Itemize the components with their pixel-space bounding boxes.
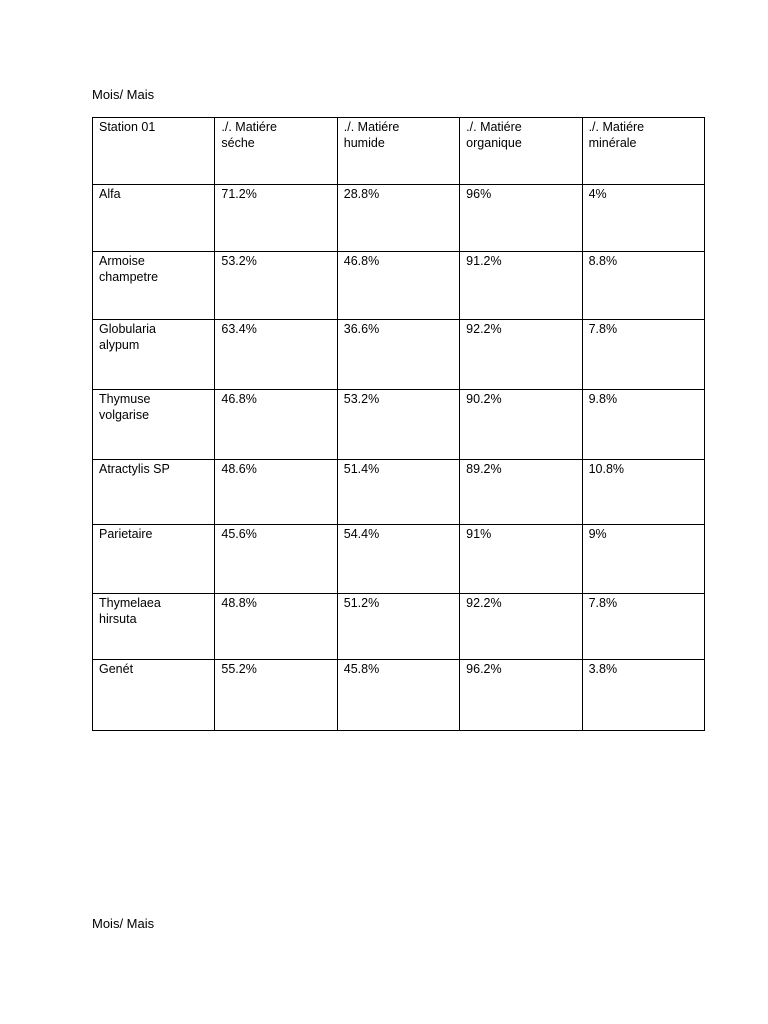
table-row — [93, 185, 705, 252]
header-station: Station 01 — [93, 118, 215, 185]
wet-matter-cell: 51.4% — [337, 460, 459, 525]
header-organic-matter: ./. Matiére organique — [460, 118, 582, 185]
wet-matter-cell: 45.8% — [337, 660, 459, 731]
mineral-matter-cell: 9.8% — [582, 390, 704, 460]
dry-matter-cell: 46.8% — [215, 390, 337, 460]
plant-name-cell: Parietaire — [93, 525, 215, 594]
table-row — [93, 525, 705, 594]
organic-matter-cell: 89.2% — [460, 460, 582, 525]
page-heading-top: Mois/ Mais — [92, 87, 155, 102]
table-header-row — [93, 118, 705, 185]
dry-matter-cell: 48.8% — [215, 594, 337, 660]
wet-matter-cell: 51.2% — [337, 594, 459, 660]
wet-matter-cell: 54.4% — [337, 525, 459, 594]
table-row — [93, 390, 705, 460]
mineral-matter-cell: 9% — [582, 525, 704, 594]
plant-name-cell: Alfa — [93, 185, 215, 252]
organic-matter-cell: 91% — [460, 525, 582, 594]
table-row — [93, 252, 705, 320]
mineral-matter-cell: 10.8% — [582, 460, 704, 525]
organic-matter-cell: 92.2% — [460, 320, 582, 390]
mineral-matter-cell: 4% — [582, 185, 704, 252]
organic-matter-cell: 96.2% — [460, 660, 582, 731]
mineral-matter-cell: 8.8% — [582, 252, 704, 320]
table-row — [93, 594, 705, 660]
plant-name-cell: Thymelaea hirsuta — [93, 594, 215, 660]
dry-matter-cell: 48.6% — [215, 460, 337, 525]
page-heading-bottom: Mois/ Mais — [92, 916, 155, 931]
plant-name-cell: Armoise champetre — [93, 252, 215, 320]
plant-name-cell: Thymuse volgarise — [93, 390, 215, 460]
dry-matter-cell: 45.6% — [215, 525, 337, 594]
plant-name-cell: Atractylis SP — [93, 460, 215, 525]
header-mineral-matter: ./. Matiére minérale — [582, 118, 704, 185]
wet-matter-cell: 28.8% — [337, 185, 459, 252]
header-dry-matter: ./. Matiére séche — [215, 118, 337, 185]
wet-matter-cell: 36.6% — [337, 320, 459, 390]
table-row — [93, 660, 705, 731]
mineral-matter-cell: 7.8% — [582, 594, 704, 660]
dry-matter-cell: 63.4% — [215, 320, 337, 390]
plant-name-cell: Genét — [93, 660, 215, 731]
organic-matter-cell: 92.2% — [460, 594, 582, 660]
mineral-matter-cell: 3.8% — [582, 660, 704, 731]
mineral-matter-cell: 7.8% — [582, 320, 704, 390]
dry-matter-cell: 71.2% — [215, 185, 337, 252]
dry-matter-cell: 53.2% — [215, 252, 337, 320]
plant-name-cell: Globularia alypum — [93, 320, 215, 390]
header-wet-matter: ./. Matiére humide — [337, 118, 459, 185]
dry-matter-cell: 55.2% — [215, 660, 337, 731]
organic-matter-cell: 91.2% — [460, 252, 582, 320]
table-row — [93, 320, 705, 390]
wet-matter-cell: 46.8% — [337, 252, 459, 320]
data-table — [92, 117, 705, 731]
wet-matter-cell: 53.2% — [337, 390, 459, 460]
table-row — [93, 460, 705, 525]
organic-matter-cell: 96% — [460, 185, 582, 252]
organic-matter-cell: 90.2% — [460, 390, 582, 460]
